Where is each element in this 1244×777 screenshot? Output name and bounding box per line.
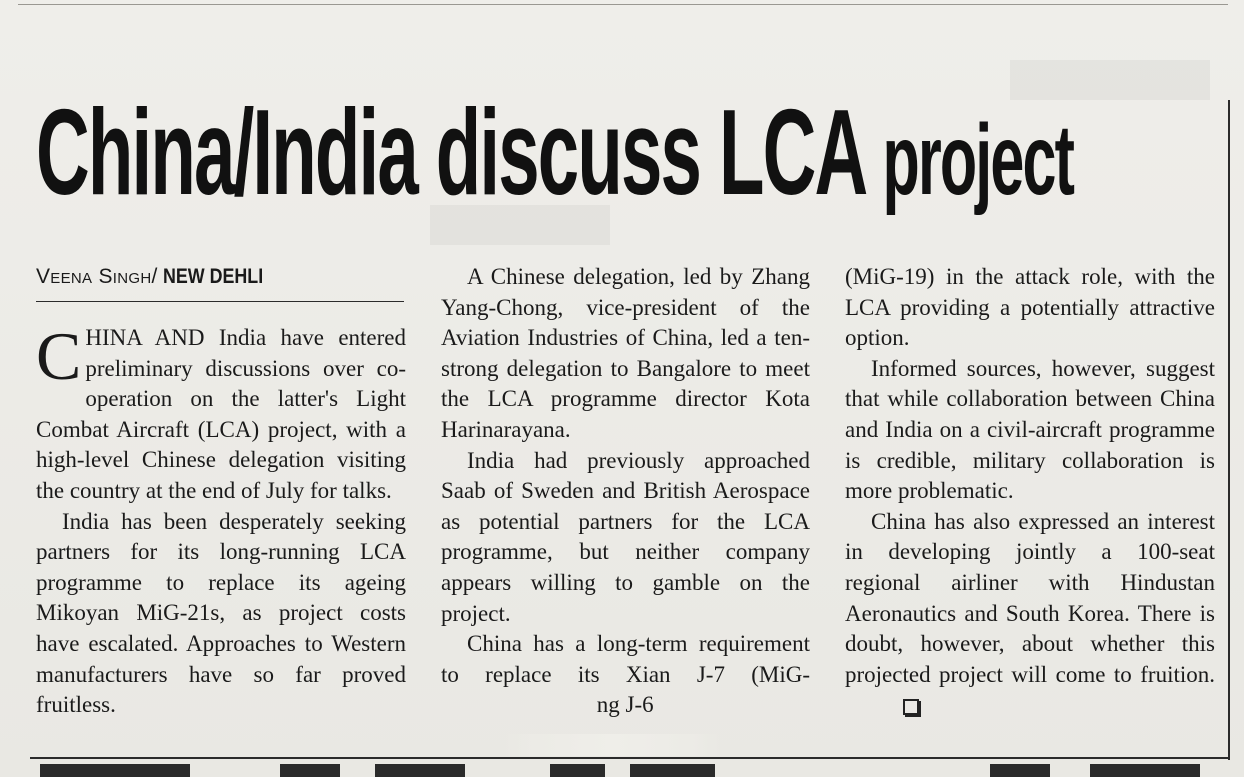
paragraph-text: China has a long-term requirement to replace its Xian J-7 (MiG- [441, 631, 810, 687]
byline [36, 264, 281, 290]
paragraph: A Chinese delegation, led by Zhang Yang-Chong, vice-president of the Aviation Industries of China, led a ten-strong delegation to Bangalore to meet the LCA programme director Kota Harinarayana. [441, 264, 810, 442]
text-fragment [990, 764, 1050, 777]
byline-location: NEW DEHLI [163, 265, 264, 288]
show-through-ghost [1010, 60, 1210, 100]
end-mark-icon [903, 699, 919, 715]
top-rule [18, 4, 1228, 5]
byline-rule [36, 301, 404, 302]
text-fragment [280, 764, 340, 777]
paragraph [845, 507, 1215, 721]
paragraph-tail: ng J-6 [596, 692, 654, 718]
article-column-3 [845, 262, 1215, 721]
bottom-rule [30, 757, 1228, 759]
lead-paragraph [36, 318, 406, 507]
paragraph: India has been desperately seeking partners for its long-running LCA programme to replace its ageing Mikoyan MiG-21s, as project costs have escalated. Approaches to Western manufacturers have so far proved fruitless. [36, 508, 406, 718]
paragraph: (MiG-19) in the attack role, with the LCA providing a potentially attractive option. [845, 264, 1215, 351]
paragraph [441, 629, 810, 721]
article-column-2 [441, 262, 810, 721]
text-fragment [550, 764, 605, 777]
text-fragment [40, 764, 190, 777]
text-fragment [630, 764, 715, 777]
article-column-1 [36, 318, 406, 721]
paragraph: India had previously approached Saab of Sweden and British Aerospace as potential partners for the LCA programme, but neither company appears willing to gamble on the project. [441, 447, 810, 626]
next-headline-fragment [30, 764, 1228, 777]
text-fragment [1090, 764, 1200, 777]
byline-author: Veena Singh/ [36, 265, 158, 288]
text-fragment [375, 764, 465, 777]
paragraph: Informed sources, however, suggest that while collaboration between China and India on a civil-aircraft programme is credible, military collaboration is more problematic. [845, 355, 1215, 504]
watermark-smudge [505, 734, 720, 756]
drop-cap: C [36, 318, 82, 394]
lead-text: HINA AND India have entered preliminary discussions over co-operation on the latter's Light Combat Aircraft (LCA) project, with a high-level Chinese delegation visiting the country at the end of July for talks. [36, 325, 406, 503]
column-rule-right [1228, 100, 1230, 760]
headline-tail: project [882, 104, 1074, 216]
headline-main: China/India discuss LCA [36, 84, 864, 220]
headline [36, 82, 1074, 230]
paragraph-text: China has also expressed an interest in developing jointly a 100-seat regional airliner with Hindustan Aeronautics and South Korea. There is doubt, however, about whether this projected project will come to fruition. [845, 508, 1215, 687]
